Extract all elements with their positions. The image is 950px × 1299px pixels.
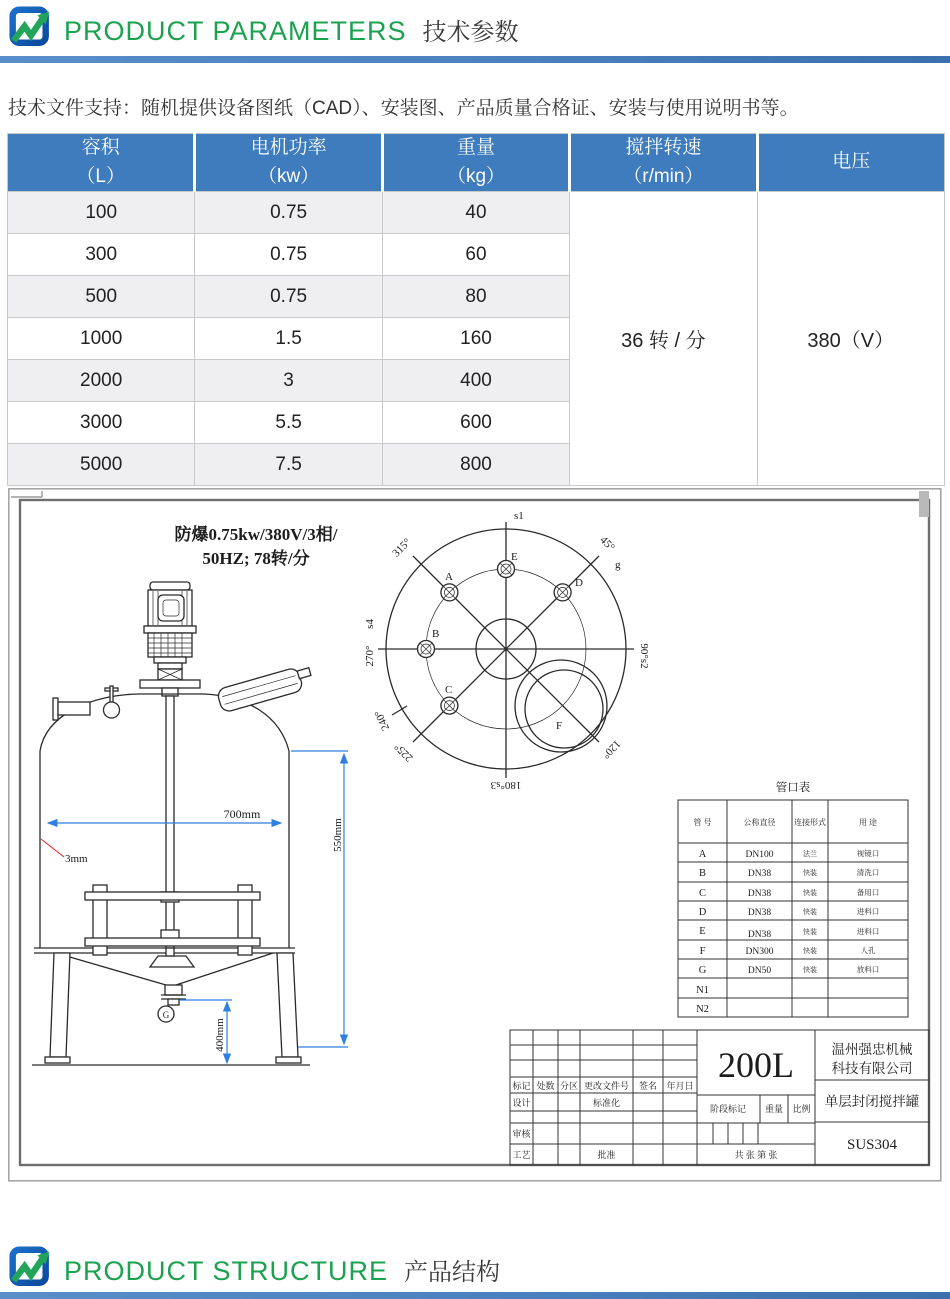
brand-logo-icon — [9, 6, 53, 52]
cell-volume: 100 — [8, 192, 195, 234]
tb-standard: 标准化 — [592, 1098, 621, 1108]
cell-volume: 3000 — [8, 402, 195, 444]
label-port-f: F — [556, 720, 563, 732]
nozzle-cell: C — [698, 888, 707, 899]
nozzle-cell: 放料口 — [856, 965, 880, 974]
nozzle-cell: DN38 — [747, 869, 772, 879]
nozzle-cell: E — [699, 926, 706, 937]
tb-count: 处数 — [536, 1081, 555, 1091]
nozzle-cell: 进料口 — [856, 927, 880, 936]
tb-mark: 标记 — [512, 1081, 531, 1091]
tb-company-line2: 科技有限公司 — [831, 1061, 913, 1076]
tb-sheet: 共 张 第 张 — [734, 1150, 778, 1160]
nozzle-col-conn: 连接形式 — [794, 818, 826, 827]
label-port-e: E — [511, 551, 518, 563]
nozzle-cell: 快装 — [803, 928, 817, 936]
nozzle-cell: DN50 — [747, 966, 772, 976]
tb-date: 年月日 — [666, 1081, 694, 1091]
cell-volume: 300 — [8, 234, 195, 276]
motor-note-line1: 防爆0.75kw/380V/3相/ — [174, 525, 338, 544]
section-title-en: PRODUCT PARAMETERS — [64, 16, 407, 46]
nozzle-cell: 视镜口 — [856, 849, 880, 858]
label-120: 120° — [599, 737, 623, 761]
nozzle-cell: DN38 — [747, 889, 772, 899]
cell-weight: 60 — [382, 234, 569, 276]
cell-volume: 5000 — [8, 444, 195, 486]
tb-material: SUS304 — [846, 1137, 898, 1153]
label-90-s2: 90°s2 — [638, 643, 650, 669]
label-315: 315° — [390, 536, 414, 560]
section-title-zh: 产品结构 — [404, 1259, 501, 1286]
cell-volume: 500 — [8, 276, 195, 318]
tb-design: 设计 — [512, 1098, 531, 1108]
cell-stir-speed-merged: 36 转 / 分 — [570, 192, 757, 486]
spec-table — [7, 133, 945, 486]
nozzle-cell: F — [699, 946, 706, 957]
tb-product: 单层封闭搅拌罐 — [824, 1094, 920, 1109]
tb-zone: 分区 — [559, 1081, 579, 1091]
cad-drawing-svg — [8, 488, 945, 1185]
nozzle-cell: B — [698, 868, 707, 879]
outlet-g-label: G — [162, 1010, 170, 1020]
table-row — [8, 192, 945, 234]
tb-process: 工艺 — [512, 1150, 531, 1160]
nozzle-col-dn: 公称直径 — [743, 818, 776, 827]
label-45: 45° — [597, 534, 617, 554]
cad-drawing-sheet — [8, 488, 945, 1185]
cell-weight: 600 — [382, 402, 569, 444]
label-s1: s1 — [514, 510, 524, 522]
spec-table-body — [8, 192, 945, 486]
tb-scale: 比例 — [792, 1104, 811, 1114]
tb-docno: 更改文件号 — [583, 1081, 630, 1091]
section-divider-bar — [0, 1292, 950, 1299]
nozzle-cell: N1 — [696, 985, 709, 996]
spec-table-container — [7, 133, 945, 486]
col-header-motor-power: 电机功率 （kw） — [195, 134, 382, 192]
section-title-en: PRODUCT STRUCTURE — [64, 1256, 389, 1286]
section-divider-bar — [0, 56, 950, 63]
label-240: 240° — [372, 708, 393, 733]
tb-check: 审核 — [512, 1129, 531, 1139]
tb-size: 200L — [718, 1045, 794, 1085]
brand-logo-icon — [9, 1246, 53, 1292]
nozzle-cell: 快装 — [803, 947, 817, 955]
nozzle-cell: A — [698, 849, 707, 860]
nozzle-cell: 进料口 — [856, 907, 880, 916]
section-title-zh: 技术参数 — [422, 19, 519, 46]
nozzle-cell: DN38 — [747, 908, 772, 918]
label-port-b: B — [432, 628, 440, 640]
section-header-structure — [0, 1240, 950, 1296]
tech-support-note: 技术文件支持：随机提供设备图纸（CAD）、安装图、产品质量合格证、安装与使用说明书等。 — [8, 98, 799, 119]
dim-400mm: 400mm — [214, 1018, 226, 1052]
tb-stage: 阶段标记 — [709, 1104, 747, 1114]
cell-weight: 800 — [382, 444, 569, 486]
nozzle-cell: 人孔 — [860, 946, 876, 955]
nozzle-cell: 备用口 — [856, 888, 880, 897]
nozzle-cell: 清洗口 — [856, 868, 880, 877]
col-header-volume: 容积 （L） — [8, 134, 195, 192]
col-header-stir-speed: 搅拌转速 （r/min） — [570, 134, 757, 192]
nozzle-cell: 快装 — [803, 869, 817, 877]
cell-volume: 2000 — [8, 360, 195, 402]
nozzle-table-title: 管口表 — [775, 782, 811, 794]
cell-weight: 160 — [382, 318, 569, 360]
nozzle-cell: D — [698, 907, 707, 918]
motor-note-line2: 50HZ; 78转/分 — [202, 549, 310, 568]
cell-volume: 1000 — [8, 318, 195, 360]
label-g: g — [615, 559, 621, 571]
cell-weight: 80 — [382, 276, 569, 318]
nozzle-col-id: 管 号 — [693, 818, 712, 827]
section-header-parameters — [0, 0, 950, 56]
label-port-a: A — [445, 571, 453, 583]
cell-power: 0.75 — [195, 276, 382, 318]
cell-weight: 400 — [382, 360, 569, 402]
cell-power: 7.5 — [195, 444, 382, 486]
nozzle-cell: 快装 — [803, 908, 817, 916]
nozzle-col-use: 用 途 — [859, 818, 877, 827]
label-180-s3: 180°s3 — [490, 779, 522, 791]
dim-550mm: 550mm — [332, 818, 344, 852]
dim-700mm: 700mm — [223, 807, 261, 821]
label-port-c: C — [445, 684, 453, 696]
nozzle-cell: DN38 — [747, 930, 772, 940]
nozzle-cell: 快装 — [803, 889, 817, 897]
label-270: 270° — [364, 645, 376, 667]
nozzle-cell: G — [698, 965, 707, 976]
cell-voltage-merged: 380（V） — [757, 192, 944, 486]
nozzle-cell: 法兰 — [803, 850, 817, 858]
cell-power: 3 — [195, 360, 382, 402]
tb-approve: 批准 — [597, 1150, 616, 1160]
nozzle-cell: N2 — [696, 1004, 709, 1015]
cell-power: 0.75 — [195, 192, 382, 234]
cell-weight: 40 — [382, 192, 569, 234]
label-port-d: D — [575, 577, 583, 589]
cell-power: 1.5 — [195, 318, 382, 360]
tb-weight: 重量 — [764, 1104, 784, 1114]
col-header-voltage: 电压 — [757, 134, 944, 192]
frame-corner-mark — [919, 491, 929, 517]
nozzle-cell: 快装 — [803, 966, 817, 974]
label-s4: s4 — [364, 619, 376, 629]
spec-table-head — [8, 134, 945, 192]
col-header-weight: 重量 （kg） — [382, 134, 569, 192]
cell-power: 0.75 — [195, 234, 382, 276]
label-225: 225° — [392, 740, 416, 764]
cell-power: 5.5 — [195, 402, 382, 444]
tb-sign: 签名 — [638, 1081, 658, 1091]
nozzle-cell: DN300 — [745, 947, 774, 957]
dim-3mm: 3mm — [65, 853, 88, 865]
nozzle-cell: DN100 — [745, 850, 774, 860]
tb-company-line1: 温州强忠机械 — [831, 1042, 913, 1057]
